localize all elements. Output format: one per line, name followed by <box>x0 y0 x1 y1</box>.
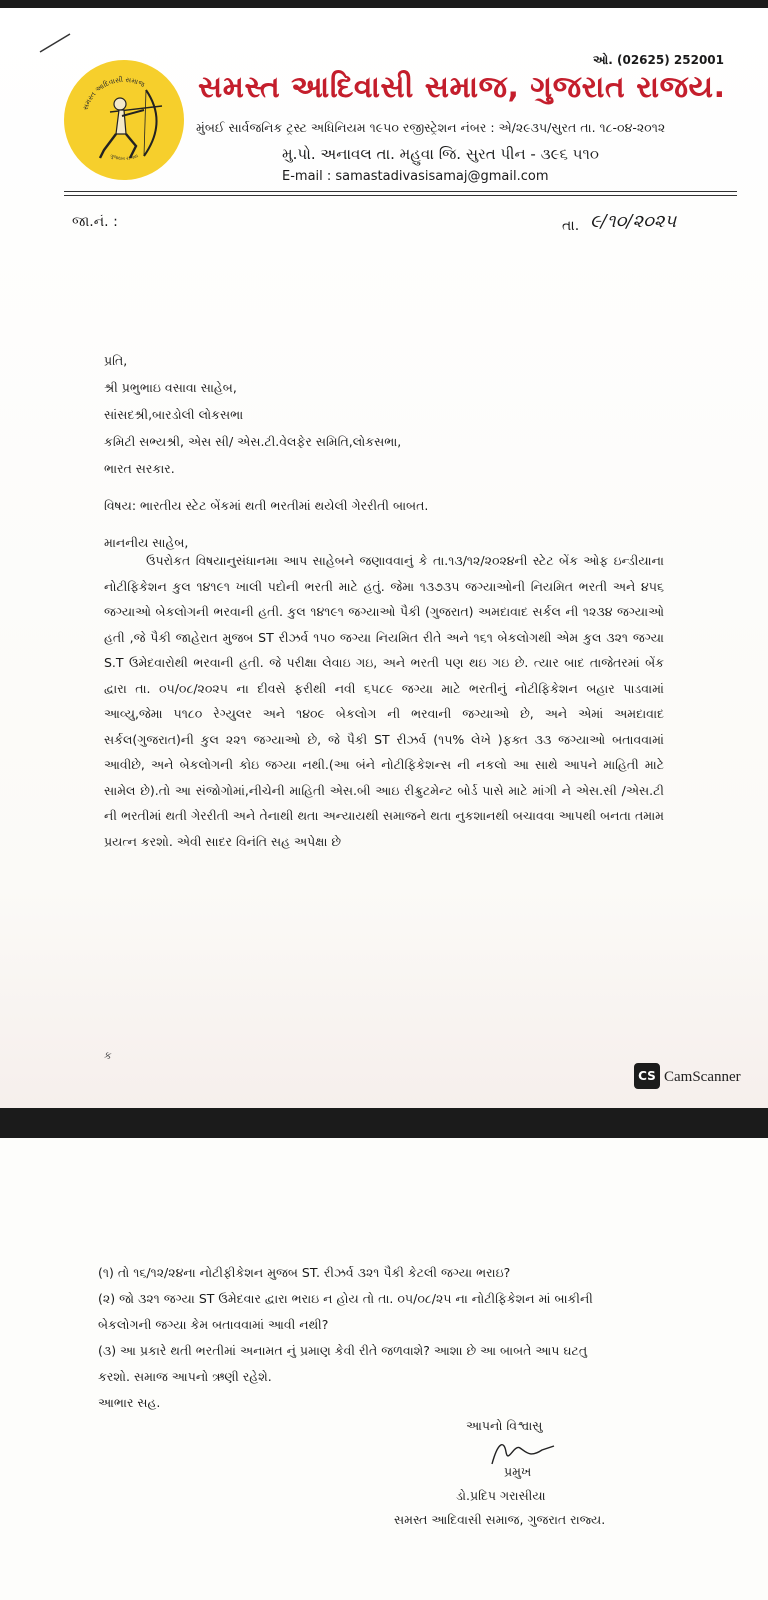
postal-address: મુ.પો. અનાવલ તા. મહુવા જિ. સુરત પીન - ૩૯૬ ૫૧૦ <box>282 145 599 163</box>
letter-subject: વિષય: ભારતીય સ્ટેટ બેંકમાં થતી ભરતીમાં થયેલી ગેરરીતી બાબત. <box>104 498 429 513</box>
recipient-committee: કમિટી સભ્યશ્રી, એસ સી/ એસ.ટી.વેલફેર સમિતિ,લોકસભા, <box>104 434 402 449</box>
registration-info: મુંબઈ સાર્વજનિક ટ્રસ્ટ અધિનિયમ ૧૯૫૦ રજીસ્ટ્રેશન નંબર : એ/૨૯૩૫/સુરત તા. ૧૮-૦૪-૨૦૧૨ <box>196 120 666 135</box>
recipient-country: ભારત સરકાર. <box>104 461 175 476</box>
phone-number: ઓ. (02625) 252001 <box>593 53 724 67</box>
question-3: (૩) આ પ્રકારે થતી ભરતીમાં અનામત નું પ્રમાણ કેવી રીતે જળવાશે? આશા છે આ બાબતે આપ ઘટતુ <box>98 1343 588 1358</box>
pen-scribble <box>38 32 72 54</box>
letter-page-1 <box>0 8 768 1108</box>
logo-top-text: સમસ્ત આદિવાસી સમાજ <box>81 75 147 112</box>
camscanner-logo-icon: CS <box>634 1063 660 1089</box>
signatory-name: ડો.પ્રદિપ ગરાસીયા <box>456 1488 546 1503</box>
organization-name: સમસ્ત આદિવાસી સમાજ, ગુજરાત રાજય. <box>198 70 726 105</box>
signatory-organization: સમસ્ત આદિવાસી સમાજ, ગુજરાત રાજ્ય. <box>394 1512 606 1527</box>
letter-body: ઉપરોકત વિષયાનુસંધાનમા આપ સાહેબને જણાવવાનું કે તા.૧૩/૧૨/૨૦૨૪ની સ્ટેટ બેંક ઓફ ઇન્ડીયાના નોટીફિકેશન કુલ ૧૪૧૯૧ ખાલી પદોની ભરતી માટે હતું. જેમા ૧૩૭૩૫ જગ્યાઓની નિયમિત ભરતી અને ૪૫૬ જગ્યાઓ બેકલોગની ભરવાની હતી. કુલ ૧૪૧૯૧ જગ્યાઓ પૈકી (ગુજરાત) અમદાવાદ સર્કલ ની ૧૨૩૪ જગ્યાઓ હતી ,જે પૈકી જાહેરાત મુજબ ST રીઝર્વ ૧૫૦ જગ્યા નિયમિત રીતે અને ૧૬૧ બેકલોગથી એમ કુલ ૩૨૧ જગ્યા S.T ઉમેદવારોથી ભરવાની હતી. જે પરીક્ષા લેવાઇ ગઇ, અને ભરતી પણ થઇ ગઇ છે. ત્યાર બાદ તાજેતરમાં બેંક દ્વારા તા. ૦૫/૦૮/૨૦૨૫ ના દીવસે ફરીથી નવી ૬૫૮૯ જગ્યા માટે ભરતીનું નોટીફિકેશન બહાર પાડવામાં આવ્યુ,જેમા ૫૧૮૦ રેગ્યુલર અને ૧૪૦૯ બેકલોગ ની ભરવાની જગ્યાઓ છે, અને એમાં અમદાવાદ સર્કલ(ગુજરાત)ની કુલ ૨૨૧ જગ્યાઓ છે, જે પૈકી ST રીઝર્વ (૧૫% લેખે )ફક્ત ૩૩ જગ્યાઓ બતાવવામાં આવીછે, અને બેકલોગની કોઇ જગ્યા નથી.(આ બંને નોટીફિકેશન્સ ની નકલો આ સાથે આપને માહિતી માટે સામેલ છે).તો આ સંજોગોમાં,નીચેની માહિતી એસ.બી આઇ રીક્રુટમેન્ટ બોર્ડ પાસે માટે માંગી ને એસ.સી /એસ.ટી ની ભરતીમાં થતી ગેરરીતી અને તેનાથી થતા અન્યાયથી સમાજને થતા નુકશાનથી બચાવવા આપથી બનતા તમામ પ્રયત્ન કરશો. એવી સાદર વિનંતિ સહ અપેક્ષા છે <box>104 553 664 849</box>
camscanner-watermark: CamScanner <box>664 1069 741 1085</box>
email-address: E-mail : samastadivasisamaj@gmail.com <box>282 169 549 184</box>
salutation: માનનીય સાહેબ, <box>104 535 189 550</box>
signature-salutation: આપનો વિશ્વાસુ <box>466 1418 543 1433</box>
question-2: (૨) જો ૩૨૧ જગ્યા ST ઉમેદવાર દ્વારા ભરાઇ ન હોય તો તા. ૦૫/૦૮/૨૫ ના નોટીફિકેશન માં બાકીની <box>98 1291 593 1306</box>
question-3-continued: કરશો. સમાજ આપનો ઋણી રહેશે. <box>98 1369 272 1384</box>
svg-text:ગુજરાત રાજ્ય <box>109 153 139 162</box>
handwritten-date: ૯/૧૦/૨૦૨૫ <box>590 211 677 232</box>
recipient-to: પ્રતિ, <box>104 353 128 368</box>
date-label: તા. <box>562 218 580 234</box>
recipient-title: સાંસદશ્રી,બારડોલી લોકસભા <box>104 407 244 422</box>
closing-line: આભાર સહ. <box>98 1395 161 1410</box>
stray-mark: ક <box>104 1049 112 1062</box>
question-2-continued: બેકલોગની જગ્યા કેમ બતાવવામાં આવી નથી? <box>98 1317 329 1332</box>
archer-emblem-icon <box>64 60 184 180</box>
signatory-role: પ્રમુખ <box>504 1464 532 1479</box>
header-rule-top <box>64 191 737 192</box>
logo-bottom-text: ગુજરાત રાજ્ય <box>109 153 140 163</box>
reference-number-label: જા.નં. : <box>72 214 118 230</box>
recipient-name: શ્રી પ્રભુભાઇ વસાવા સાહેબ, <box>104 380 237 395</box>
header-rule-bottom <box>64 195 737 196</box>
question-1: (૧) તો ૧૬/૧૨/૨૪ના નોટીફીકેશન મુજબ ST. રીઝર્વ ૩૨૧ પૈકી કેટલી જગ્યા ભરાઇ? <box>98 1265 511 1280</box>
letter-page-2 <box>0 1138 768 1600</box>
organization-logo <box>64 60 184 180</box>
